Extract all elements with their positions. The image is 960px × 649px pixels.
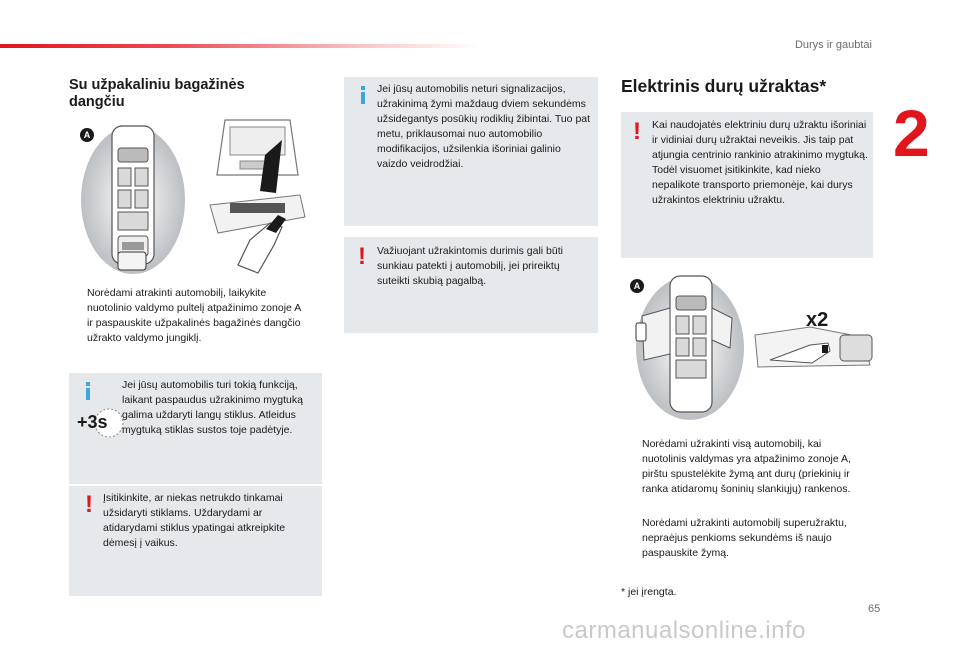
warning-icon: ! [85,491,93,518]
badge-a-right: A [630,279,644,293]
right-section-title: Elektrinis durų užraktas* [621,76,827,96]
header-accent-bar [0,44,480,48]
info-icon [361,86,365,104]
door-handle-illustration [750,305,875,375]
warning-icon: ! [358,243,366,270]
left-step-text: Norėdami atrakinti automobilį, laikykite nuotolinio valdymo pultelį atpažinimo zonoje A ir paspauskite užpakalinės bagažinės dangčio užrakto valdymo jungiklį. [87,287,301,344]
middle-info-text: Jei jūsų automobilis neturi signalizacijos, užrakinimą žymi maždaug dviem sekundėms užsidegantys posūkių rodiklių žibintai. Tuo pat metu, priklausomai nuo automobilio modifikacijos, užsilenkia išoriniai galinio vaizdo veidrodžiai. [377,83,591,170]
badge-a-left: A [80,128,94,142]
right-warning-text: Kai naudojatės elektriniu durų užraktu išoriniai ir vidiniai durų užraktai neveikis. Jis taip pat atjungia centrinio rankinio atrakinimo mygtuką. Todėl visuomet įsitikinkite, kad nieko nepalikote transporto priemonėje, kai durys užrakintos elektriniu užraktu. [652,119,868,206]
press-twice-label: x2 [806,309,829,331]
left-warning-text: Įsitikinkite, ar niekas netrukdo tinkamai užsidaryti stiklams. Uždarydami ar atidarydami stiklus ypatingai atkreipkite dėmesį į vaikus. [103,492,286,549]
right-warning-box [621,112,873,258]
timer-3s-label: +3s [77,412,108,432]
tailgate-handle-illustration [200,115,315,275]
left-info-text: Jei jūsų automobilis turi tokią funkciją, laikant paspaudus užrakinimo mygtuką galima uždaryti langų stiklus. Atleidus mygtuką stiklas sustos toje padėtyje. [122,379,303,436]
page-number: 65 [868,603,881,615]
middle-warning-text: Važiuojant užrakintomis durimis gali būti sunkiau patekti į automobilį, jei prireiktų suteikti skubią pagalbą. [377,245,563,287]
middle-warning-box [344,237,598,333]
section-title: Durys ir gaubtai [794,39,872,51]
car-doors-open-illustration [628,268,748,423]
right-step-2-text: Norėdami užrakinti automobilį superužraktu, nepraėjus penkioms sekundėms iš naujo paspauskite žymą. [642,517,847,559]
footnote: * jei įrengta. [621,586,677,598]
left-step [70,286,310,366]
left-info-box [69,373,322,484]
right-step-1 [622,437,872,517]
warning-icon: ! [633,118,641,145]
left-warning-box [69,486,322,596]
right-step-1-text: Norėdami užrakinti visą automobilį, kai nuotolinis valdymas yra atpažinimo zonoje A, pirštu spustelėkite žymą ant durų (priekinių ir ranka atidaromų šoninių slankiųjų) rankenos. [642,438,851,495]
right-step-2 [622,516,872,564]
left-section-title: Su užpakaliniu bagažinės dangčiu [69,77,245,110]
middle-info-box [344,77,598,226]
watermark: carmanualsonline.info [562,617,806,644]
info-icon [86,382,90,400]
chapter-number: 2 [893,96,930,170]
car-top-view-illustration [78,118,188,276]
